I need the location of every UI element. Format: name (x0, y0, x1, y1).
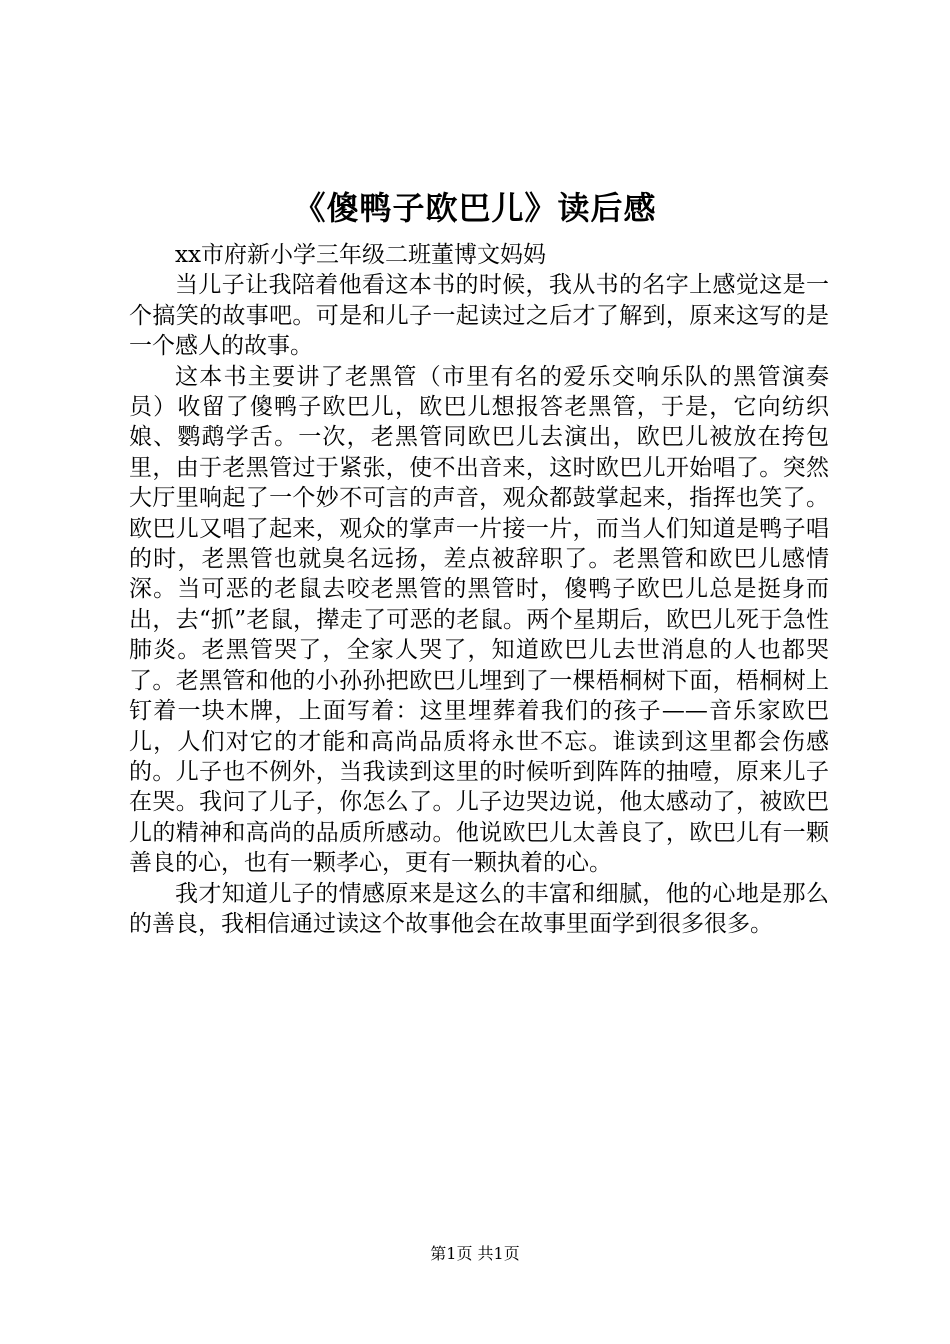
document-title: 《傻鸭子欧巴儿》读后感 (293, 189, 657, 227)
paragraph-3: 我才知道儿子的情感原来是这么的丰富和细腻，他的心地是那么的善良，我相信通过读这个故事他会在故事里面学到很多很多。 (129, 880, 829, 937)
author-byline: xx市府新小学三年级二班董博文妈妈 (175, 242, 546, 268)
paragraph-1: 当儿子让我陪着他看这本书的时候，我从书的名字上感觉这是一个搞笑的故事吧。可是和儿子一起读过之后才了解到，原来这写的是一个感人的故事。 (129, 272, 829, 360)
paragraph-2: 这本书主要讲了老黑管（市里有名的爱乐交响乐队的黑管演奏员）收留了傻鸭子欧巴儿，欧巴儿想报答老黑管，于是，它向纺织娘、鹦鹉学舌。一次，老黑管同欧巴儿去演出，欧巴儿被放在挎包里，由于老黑管过于紧张，使不出音来，这时欧巴儿开始唱了。突然大厅里响起了一个妙不可言的声音，观众都鼓掌起来，指挥也笑了。欧巴儿又唱了起来，观众的掌声一片接一片，而当人们知道是鸭子唱的时，老黑管也就臭名远扬，差点被辞职了。老黑管和欧巴儿感情深。当可恶的老鼠去咬老黑管的黑管时，傻鸭子欧巴儿总是挺身而出，去“抓”老鼠，撵走了可恶的老鼠。两个星期后，欧巴儿死于急性肺炎。老黑管哭了，全家人哭了，知道欧巴儿去世消息的人也都哭了。老黑管和他的小孙孙把欧巴儿埋到了一棵梧桐树下面，梧桐树上钉着一块木牌，上面写着：这里埋葬着我们的孩子——音乐家欧巴儿，人们对它的才能和高尚品质将永世不忘。谁读到这里都会伤感的。儿子也不例外，当我读到这里的时候听到阵阵的抽噎，原来儿子在哭。我问了儿子，你怎么了。儿子边哭边说，他太感动了，被欧巴儿的精神和高尚的品质所感动。他说欧巴儿太善良了，欧巴儿有一颗善良的心，也有一颗孝心，更有一颗执着的心。 (129, 363, 829, 877)
page-footer: 第1页 共1页 (430, 1244, 520, 1263)
document-body (129, 240, 829, 939)
